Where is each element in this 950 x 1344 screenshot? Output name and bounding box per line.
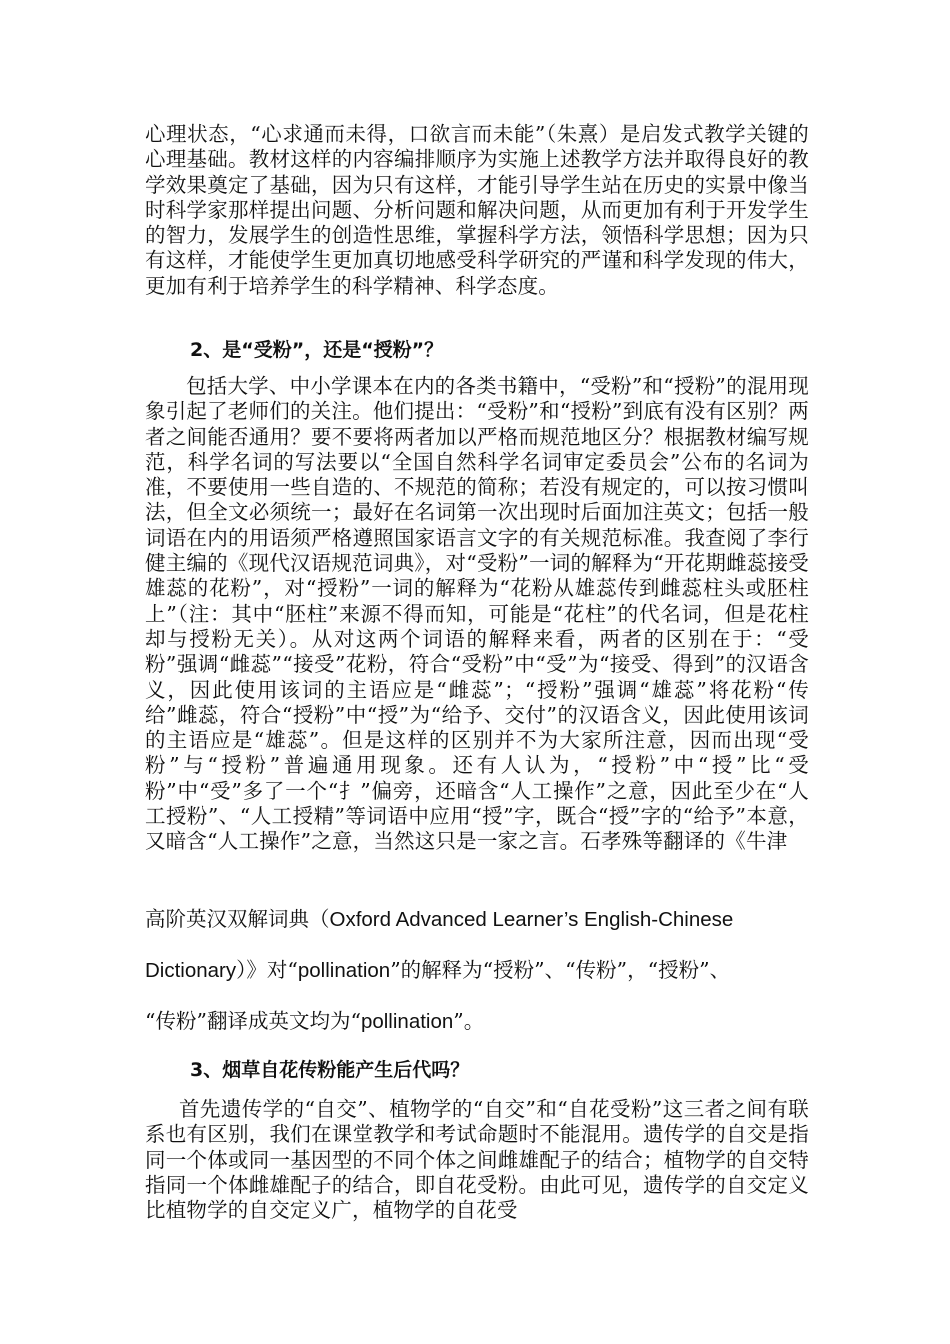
section-heading-2: 2、是“受粉”，还是“授粉”？ <box>190 339 444 361</box>
dictionary-line-1-cn: 高阶英汉双解词典（ <box>145 907 330 931</box>
dictionary-title-en: Oxford Advanced Learner’s English-Chinese <box>329 908 734 931</box>
dictionary-title-en-2: Dictionary <box>145 959 237 982</box>
dictionary-line-1 <box>145 907 809 932</box>
dictionary-line-3 <box>145 1009 809 1034</box>
paragraph-continuation: 心理状态，“心求通而未得，口欲言而未能”（朱熹）是启发式教学关键的心理基础。教材这样的内容编排顺序为实施上述教学方法并取得良好的教学效果奠定了基础，因为只有这样，才能引导学生站在历史的实景中像当时科学家那样提出问题、分析问题和解决问题，从而更加有利于开发学生的智力，发展学生的创造性思维，掌握科学方法，领悟科学思想；因为只有这样，才能使学生更加真切地感受科学研究的严谨和科学发现的伟大，更加有利于培养学生的科学精神、科学态度。 <box>145 122 809 298</box>
dictionary-line-2 <box>145 958 809 983</box>
dictionary-line-3-cn-2: ”。 <box>453 1009 485 1033</box>
section-heading-3: 3、烟草自花传粉能产生后代吗？ <box>190 1059 470 1081</box>
dictionary-line-2-cn: ）》对“ <box>236 958 298 982</box>
dictionary-line-2-cn-2: ”的解释为“授粉”、“传粉”，“授粉”、 <box>390 958 731 982</box>
pollination-term: pollination <box>297 959 391 982</box>
dictionary-line-3-cn: “传粉”翻译成英文均为“ <box>145 1009 361 1033</box>
paragraph-pollination: 包括大学、中小学课本在内的各类书籍中，“受粉”和“授粉”的混用现象引起了老师们的关注。他们提出：“受粉”和“授粉”到底有没有区别？两者之间能否通用？要不要将两者加以严格而规范地区分？根据教材编写规范，科学名词的写法要以“全国自然科学名词审定委员会”公布的名词为准，不要使用一些自造的、不规范的简称；若没有规定的，可以按习惯叫法，但全文必须统一；最好在名词第一次出现时后面加注英文；包括一般词语在内的用语须严格遵照国家语言文字的有关规范标准。我查阅了李行健主编的《现代汉语规范词典》，对“受粉”一词的解释为“开花期雌蕊接受雄蕊的花粉”，对“授粉”一词的解释为“花粉从雄蕊传到雌蕊柱头或胚柱上”（注：其中“胚柱”来源不得而知，可能是“花柱”的代名词，但是花柱却与授粉无关）。从对这两个词语的解释来看，两者的区别在于：“受粉”强调“雌蕊”“接受”花粉，符合“受粉”中“受”为“接受、得到”的汉语含义，因此使用该词的主语应是“雌蕊”；“授粉”强调“雄蕊”将花粉“传给”雌蕊，符合“授粉”中“授”为“给予、交付”的汉语含义，因此使用该词的主语应是“雄蕊”。但是这样的区别并不为大家所注意，因而出现“受粉”与“授粉”普遍通用现象。还有人认为，“授粉”中“授”比“受粉”中“受”多了一个“扌”偏旁，还暗含“人工操作”之意，因此至少在“人工授粉”、“人工授精”等词语中应用“授”字，既合“授”字的“给予”本意，又暗含“人工操作”之意，当然这只是一家之言。石孝殊等翻译的《牛津 <box>145 374 809 854</box>
pollination-term-2: pollination <box>360 1010 454 1033</box>
paragraph-self-pollination: 首先遗传学的“自交”、植物学的“自交”和“自花受粉”这三者之间有联系也有区别，我们在课堂教学和考试命题时不能混用。遗传学的自交是指同一个体或同一基因型的不同个体之间雌雄配子的结合；植物学的自交特指同一个体雌雄配子的结合，即自花受粉。由此可见，遗传学的自交定义比植物学的自交定义广，植物学的自花受 <box>145 1097 809 1223</box>
